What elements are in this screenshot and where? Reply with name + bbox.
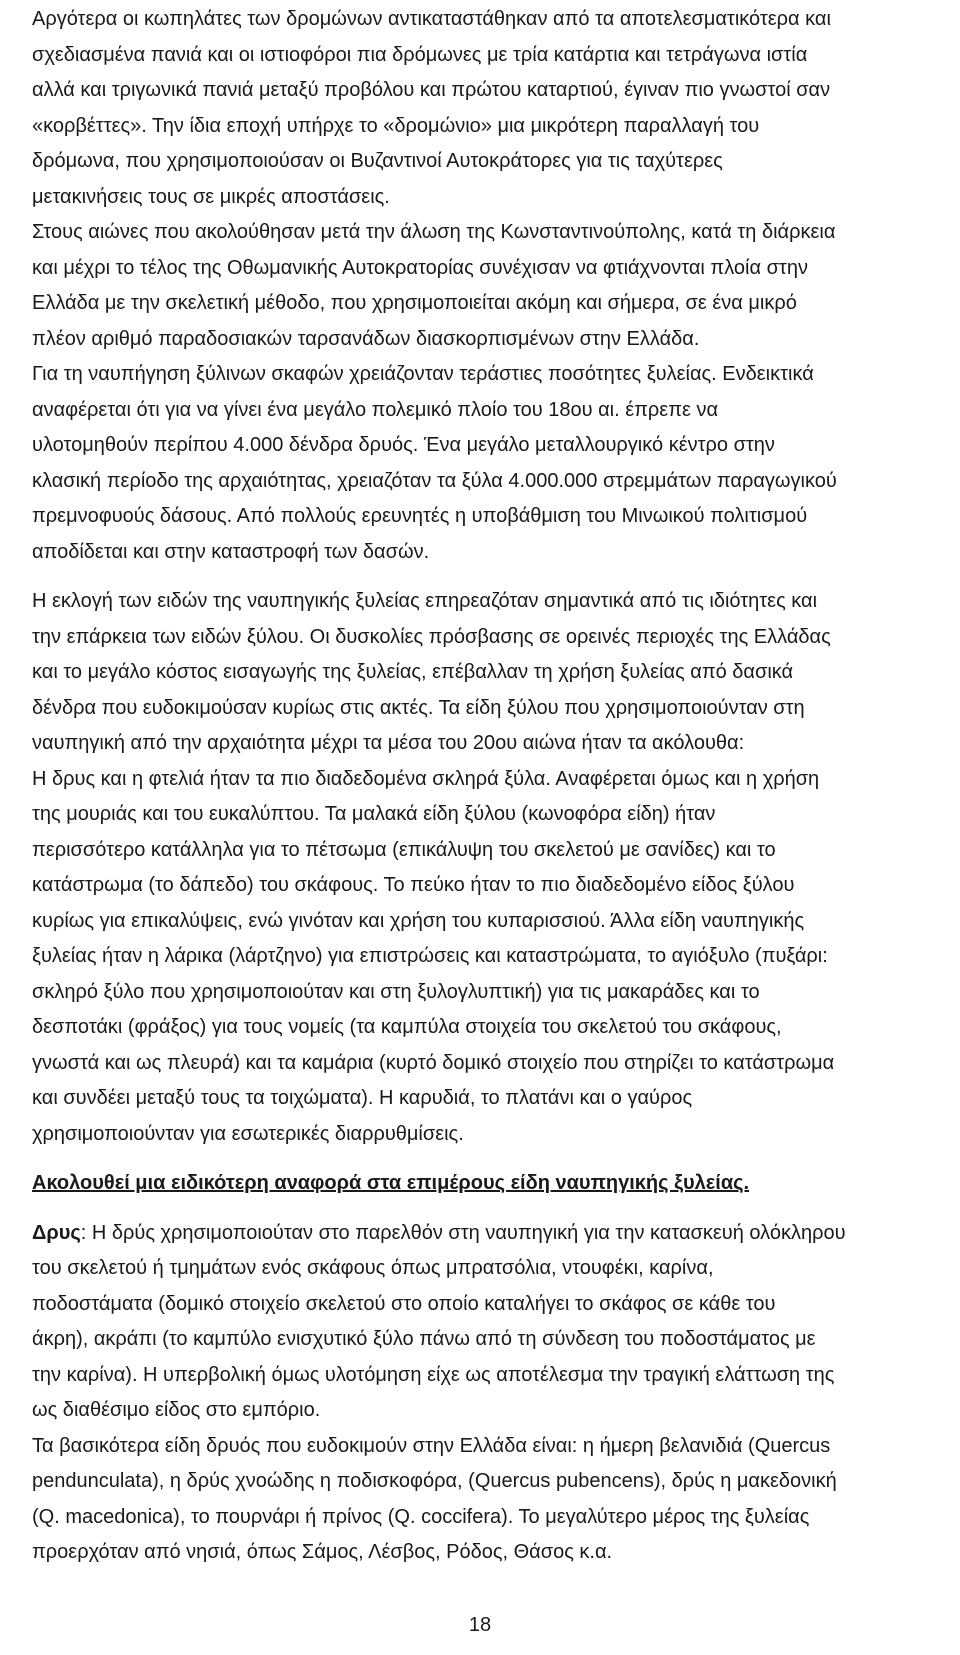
text-line: αναφέρεται ότι για να γίνει ένα μεγάλο πολεμικό πλοίο του 18ου αι. έπρεπε να [32,398,719,421]
text-line: άκρη), ακράπι (το καμπύλο ενισχυτικό ξύλο πάνω από τη σύνδεση του ποδοστάματος με [32,1328,816,1350]
text-line: δρόμωνα, που χρησιμοποιούσαν οι Βυζαντινοί Αυτοκράτορες για τις ταχύτερες [32,150,723,172]
text-line: περισσότερο κατάλληλα για το πέτσωμα (επικάλυψη του σκελετού με σανίδες) και το [32,838,776,861]
paragraph-oak [32,1216,932,1571]
text-line: της μουριάς και του ευκαλύπτου. Τα μαλακά είδη ξύλου (κωνοφόρα είδη) ήταν [32,803,716,825]
text-line: σχεδιασμένα πανιά και οι ιστιοφόροι πια δρόμωνες με τρία κατάρτια και τετράγωνα ιστία [32,43,808,66]
text-line: ποδοστάματα (δομικό στοιχείο σκελετού στο οποίο καταλήγει το σκάφος σε κάθε του [32,1292,776,1315]
text-line: προερχόταν από νησιά, όπως Σάμος, Λέσβος, Ρόδος, Θάσος κ.α. [32,1541,613,1563]
text-line: πλέον αριθμό παραδοσιακών ταρσανάδων διασκορπισμένων στην Ελλάδα. [32,327,700,350]
document-body [32,2,932,1571]
text-line: δεσποτάκι (φράξος) για τους νομείς (τα καμπύλα στοιχεία του σκελετού του σκάφους, [32,1016,782,1038]
text-line: Ελλάδα με την σκελετική μέθοδο, που χρησιμοποιείται ακόμη και σήμερα, σε ένα μικρό [32,292,797,314]
text-line: κυρίως για επικαλύψεις, ενώ γινόταν και χρήση του κυπαρισσιού. Άλλα είδη ναυπηγικής [32,909,805,932]
text-line: σκληρό ξύλο που χρησιμοποιούταν και στη ξυλογλυπτική) για τις μακαράδες και το [32,980,760,1003]
paragraph-spacer [32,1152,932,1166]
text-line: pendunculata), η δρύς χνοώδης η ποδισκοφόρα, (Quercus pubencens), δρύς η μακεδονική [32,1470,837,1492]
paragraph-history [32,2,932,570]
text-line: αλλά και τριγωνικά πανιά μεταξύ προβόλου και πρώτου καταρτιού, έγιναν πιο γνωστοί σαν [32,79,831,101]
text-line: Για τη ναυπήγηση ξύλινων σκαφών χρειάζονταν τεράστιες ποσότητες ξυλείας. Ενδεικτικά [32,363,814,385]
text-line: (Q. macedonica), το πουρνάρι ή πρίνος (Q. coccifera). Το μεγαλύτερο μέρος της ξυλείας [32,1505,810,1528]
text-line: πρεμνοφυούς δάσους. Από πολλούς ερευνητές η υποβάθμιση του Μινωικού πολιτισμού [32,505,808,527]
text-line [32,1216,932,1252]
section-heading: Ακολουθεί μια ειδικότερη αναφορά στα επιμέρους είδη ναυπηγικής ξυλείας. [32,1172,750,1194]
text-line: την επάρκεια των ειδών ξύλου. Οι δυσκολίες πρόσβασης σε ορεινές περιοχές της Ελλάδας [32,625,831,648]
oak-term: Δρυς [32,1221,81,1244]
text-line: ως διαθέσιμο είδος στο εμπόριο. [32,1399,321,1421]
text-line: ξυλείας ήταν η λάρικα (λάρτζηνο) για επιστρώσεις και καταστρώματα, το αγιόξυλο (πυξάρι: [32,945,828,967]
text-line: Η εκλογή των ειδών της ναυπηγικής ξυλείας επηρεαζόταν σημαντικά από τις ιδιότητες και [32,590,818,612]
text-line: γνωστά και ως πλευρά) και τα καμάρια (κυρτό δομικό στοιχείο που στηρίζει το κατάστρωμα [32,1051,835,1074]
text-line: χρησιμοποιούνταν για εσωτερικές διαρρυθμίσεις. [32,1122,464,1145]
text-line: και συνδέει μεταξύ τους τα τοιχώματα). Η καρυδιά, το πλατάνι και ο γαύρος [32,1087,693,1109]
text-line: κλασική περίοδο της αρχαιότητας, χρειαζόταν τα ξύλα 4.000.000 στρεμμάτων παραγωγικού [32,469,837,492]
text-line: Η δρυς και η φτελιά ήταν τα πιο διαδεδομένα σκληρά ξύλα. Αναφέρεται όμως και η χρήση [32,767,820,790]
text-line: ναυπηγική από την αρχαιότητα μέχρι τα μέσα του 20ου αιώνα ήταν τα ακόλουθα: [32,732,745,754]
paragraph-spacer [32,570,932,584]
text-line: δένδρα που ευδοκιμούσαν κυρίως στις ακτές. Τα είδη ξύλου που χρησιμοποιούνταν στη [32,696,805,719]
paragraph-wood-selection [32,584,932,1152]
text-line: κατάστρωμα (το δάπεδο) του σκάφους. Το πεύκο ήταν το πιο διαδεδομένο είδος ξύλου [32,874,795,896]
text-line: και μέχρι το τέλος της Οθωμανικής Αυτοκρατορίας συνέχισαν να φτιάχνονται πλοία στην [32,256,808,279]
text-line: υλοτομηθούν περίπου 4.000 δένδρα δρυός. Ένα μεγάλο μεταλλουργικό κέντρο στην [32,434,775,456]
text-line: Αργότερα οι κωπηλάτες των δρομώνων αντικαταστάθηκαν από τα αποτελεσματικότερα και [32,8,831,30]
text-line: αποδίδεται και στην καταστροφή των δασών. [32,540,430,563]
text-line: μετακινήσεις τους σε μικρές αποστάσεις. [32,185,390,208]
text-line: «κορβέττες». Την ίδια εποχή υπήρχε το «δρομώνιο» μια μικρότερη παραλλαγή του [32,114,760,137]
text-line: Τα βασικότερα είδη δρυός που ευδοκιμούν στην Ελλάδα είναι: η ήμερη βελανιδιά (Quercus [32,1434,831,1457]
paragraph-spacer [32,1202,932,1216]
text-line: Στους αιώνες που ακολούθησαν μετά την άλωση της Κωνσταντινούπολης, κατά τη διάρκεια [32,221,836,243]
text-line: του σκελετού ή τμημάτων ενός σκάφους όπως μπρατσόλια, ντουφέκι, καρίνα, [32,1257,714,1279]
text-line: και το μεγάλο κόστος εισαγωγής της ξυλείας, επέβαλλαν τη χρήση ξυλείας από δασικά [32,661,794,683]
text-line: την καρίνα). Η υπερβολική όμως υλοτόμηση είχε ως αποτέλεσμα την τραγική ελάττωση της [32,1363,835,1386]
page-number: 18 [468,1614,492,1636]
oak-intro: : Η δρύς χρησιμοποιούταν στο παρελθόν στη ναυπηγική για την κατασκευή ολόκληρου [80,1221,846,1244]
